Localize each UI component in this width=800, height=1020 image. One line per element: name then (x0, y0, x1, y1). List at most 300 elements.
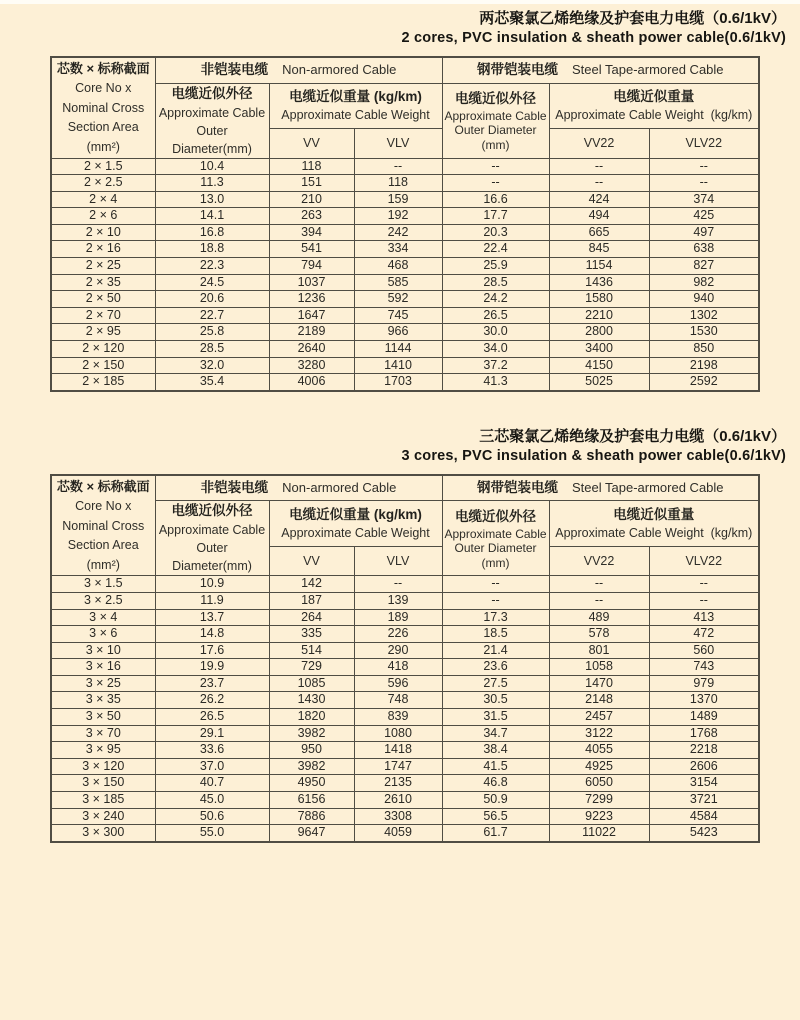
value-cell: 665 (549, 224, 649, 241)
value-cell: 1489 (649, 709, 759, 726)
table-row (51, 258, 759, 275)
col-header-vv22: VV22 (549, 547, 649, 576)
table-row (51, 357, 759, 374)
value-cell: 11022 (549, 825, 649, 842)
value-cell: 4055 (549, 742, 649, 759)
spec-cell: 2 × 16 (51, 241, 155, 258)
value-cell: 3280 (269, 357, 354, 374)
value-cell: 418 (354, 659, 442, 676)
value-cell: -- (354, 158, 442, 175)
armored-group-header (442, 57, 759, 83)
table-row (51, 775, 759, 792)
value-cell: 17.7 (442, 208, 549, 225)
armored-label-en: Steel Tape-armored Cable (572, 480, 724, 496)
value-cell: 22.7 (155, 307, 269, 324)
value-cell: 845 (549, 241, 649, 258)
spec-cell: 3 × 10 (51, 642, 155, 659)
od-header-line: 电缆近似外径 (455, 90, 537, 106)
spec-cell: 2 × 150 (51, 357, 155, 374)
spec-header-line: Section Area (67, 120, 139, 135)
table-row (51, 692, 759, 709)
value-cell: -- (649, 576, 759, 593)
value-cell: 966 (354, 324, 442, 341)
od-header-non-armored (155, 83, 269, 158)
value-cell: 1410 (354, 357, 442, 374)
measure-header-row (51, 501, 759, 547)
value-cell: 2189 (269, 324, 354, 341)
value-cell: 16.8 (155, 224, 269, 241)
spec-cell: 3 × 150 (51, 775, 155, 792)
spec-cell: 2 × 35 (51, 274, 155, 291)
value-cell: 159 (354, 191, 442, 208)
value-cell: 1470 (549, 675, 649, 692)
spec-column-header (51, 475, 155, 576)
value-cell: 374 (649, 191, 759, 208)
value-cell: -- (649, 592, 759, 609)
non-armored-label-en: Non-armored Cable (282, 480, 397, 496)
value-cell: 2592 (649, 374, 759, 391)
armored-group-header (442, 475, 759, 501)
value-cell: 2457 (549, 709, 649, 726)
value-cell: 801 (549, 642, 649, 659)
spec-header-line: 芯数 × 标称截面 (56, 479, 150, 495)
spec-cell: 3 × 300 (51, 825, 155, 842)
value-cell: 1430 (269, 692, 354, 709)
spec-cell: 3 × 50 (51, 709, 155, 726)
section-3core-title-zh: 三芯聚氯乙烯绝缘及护套电力电缆（0.6/1kV） (479, 427, 786, 445)
value-cell: -- (354, 576, 442, 593)
spec-header-line: Nominal Cross (62, 518, 145, 533)
table-body-3core (51, 576, 759, 842)
spec-cell: 3 × 240 (51, 808, 155, 825)
value-cell: 1580 (549, 291, 649, 308)
value-cell: 18.5 (442, 626, 549, 643)
value-cell: 10.9 (155, 576, 269, 593)
value-cell: 3122 (549, 725, 649, 742)
table-row (51, 675, 759, 692)
value-cell: 335 (269, 626, 354, 643)
value-cell: 489 (549, 609, 649, 626)
value-cell: 1647 (269, 307, 354, 324)
value-cell: 839 (354, 709, 442, 726)
value-cell: 23.7 (155, 675, 269, 692)
weight-header-non-armored (269, 83, 442, 129)
value-cell: 25.9 (442, 258, 549, 275)
value-cell: 424 (549, 191, 649, 208)
value-cell: 425 (649, 208, 759, 225)
value-cell: 210 (269, 191, 354, 208)
spec-cell: 3 × 1.5 (51, 576, 155, 593)
table-row (51, 191, 759, 208)
spec-header-line: Nominal Cross (62, 100, 145, 115)
value-cell: 2606 (649, 758, 759, 775)
value-cell: 3721 (649, 792, 759, 809)
table-row (51, 158, 759, 175)
od-header-line: Approximate Cable (444, 526, 547, 541)
non-armored-group-header (155, 57, 442, 83)
value-cell: 979 (649, 675, 759, 692)
value-cell: 189 (354, 609, 442, 626)
od-header-armored (442, 83, 549, 158)
value-cell: 9223 (549, 808, 649, 825)
value-cell: 827 (649, 258, 759, 275)
od-header-line: 电缆近似外径 (171, 503, 253, 519)
value-cell: 16.6 (442, 191, 549, 208)
weight-header-non-armored (269, 501, 442, 547)
value-cell: 290 (354, 642, 442, 659)
value-cell: 30.5 (442, 692, 549, 709)
value-cell: 1302 (649, 307, 759, 324)
value-cell: 14.1 (155, 208, 269, 225)
group-header-row (51, 57, 759, 83)
value-cell: 497 (649, 224, 759, 241)
value-cell: -- (549, 175, 649, 192)
value-cell: 17.6 (155, 642, 269, 659)
section-2core (0, 4, 800, 392)
value-cell: 5423 (649, 825, 759, 842)
value-cell: 7886 (269, 808, 354, 825)
value-cell: 26.2 (155, 692, 269, 709)
value-cell: 34.0 (442, 341, 549, 358)
value-cell: 494 (549, 208, 649, 225)
value-cell: 3982 (269, 758, 354, 775)
spec-cell: 3 × 120 (51, 758, 155, 775)
table-row (51, 808, 759, 825)
value-cell: 2800 (549, 324, 649, 341)
value-cell: 578 (549, 626, 649, 643)
spec-header-line: Core No x (75, 499, 132, 514)
value-cell: 1085 (269, 675, 354, 692)
value-cell: 20.6 (155, 291, 269, 308)
value-cell: 3400 (549, 341, 649, 358)
value-cell: 50.6 (155, 808, 269, 825)
value-cell: 1436 (549, 274, 649, 291)
section-3core-titles (0, 422, 800, 466)
value-cell: -- (649, 175, 759, 192)
od-header-line: Approximate Cable (158, 105, 266, 120)
value-cell: -- (549, 158, 649, 175)
weight-header-line: 电缆近似重量 (613, 507, 695, 523)
spec-cell: 2 × 120 (51, 341, 155, 358)
spec-cell: 2 × 25 (51, 258, 155, 275)
value-cell: 1820 (269, 709, 354, 726)
value-cell: 21.4 (442, 642, 549, 659)
value-cell: 13.7 (155, 609, 269, 626)
spec-cell: 3 × 95 (51, 742, 155, 759)
value-cell: -- (442, 175, 549, 192)
table-body-2core (51, 158, 759, 391)
value-cell: 37.0 (155, 758, 269, 775)
value-cell: 11.9 (155, 592, 269, 609)
od-header-line: 电缆近似外径 (455, 508, 537, 524)
spec-cell: 3 × 35 (51, 692, 155, 709)
value-cell: 794 (269, 258, 354, 275)
value-cell: 11.3 (155, 175, 269, 192)
value-cell: 55.0 (155, 825, 269, 842)
value-cell: -- (549, 576, 649, 593)
value-cell: 1080 (354, 725, 442, 742)
value-cell: 23.6 (442, 659, 549, 676)
value-cell: 5025 (549, 374, 649, 391)
value-cell: 2148 (549, 692, 649, 709)
value-cell: 25.8 (155, 324, 269, 341)
value-cell: 2218 (649, 742, 759, 759)
spec-cell: 2 × 10 (51, 224, 155, 241)
spec-header-line: (mm²) (86, 557, 120, 572)
value-cell: 638 (649, 241, 759, 258)
value-cell: 38.4 (442, 742, 549, 759)
od-header-line: 电缆近似外径 (171, 85, 253, 101)
value-cell: 596 (354, 675, 442, 692)
spec-cell: 2 × 185 (51, 374, 155, 391)
value-cell: 514 (269, 642, 354, 659)
value-cell: 26.5 (442, 307, 549, 324)
table-row (51, 758, 759, 775)
value-cell: 263 (269, 208, 354, 225)
col-header-vlv22: VLV22 (649, 547, 759, 576)
armored-label-zh: 钢带铠装电缆 (477, 62, 559, 78)
value-cell: 118 (269, 158, 354, 175)
value-cell: 264 (269, 609, 354, 626)
value-cell: 29.1 (155, 725, 269, 742)
value-cell: 26.5 (155, 709, 269, 726)
value-cell: 592 (354, 291, 442, 308)
weight-header-line: Approximate Cable Weight (281, 526, 430, 541)
spec-cell: 3 × 6 (51, 626, 155, 643)
value-cell: 226 (354, 626, 442, 643)
spec-cell: 3 × 4 (51, 609, 155, 626)
value-cell: 22.3 (155, 258, 269, 275)
od-header-line: Approximate Cable (158, 523, 266, 538)
od-header-line: Approximate Cable (444, 108, 547, 123)
spec-cell: 2 × 50 (51, 291, 155, 308)
value-cell: 982 (649, 274, 759, 291)
value-cell: 585 (354, 274, 442, 291)
section-3core-title-en: 3 cores, PVC insulation & sheath power cable(0.6/1kV) (401, 447, 786, 464)
value-cell: 14.8 (155, 626, 269, 643)
value-cell: 3154 (649, 775, 759, 792)
value-cell: 35.4 (155, 374, 269, 391)
table-row (51, 175, 759, 192)
value-cell: 394 (269, 224, 354, 241)
weight-header-armored (549, 501, 759, 547)
value-cell: 24.5 (155, 274, 269, 291)
value-cell: 192 (354, 208, 442, 225)
table-row (51, 592, 759, 609)
value-cell: 4925 (549, 758, 649, 775)
measure-header-row (51, 83, 759, 129)
value-cell: 56.5 (442, 808, 549, 825)
value-cell: 46.8 (442, 775, 549, 792)
value-cell: 413 (649, 609, 759, 626)
value-cell: 850 (649, 341, 759, 358)
value-cell: 1236 (269, 291, 354, 308)
value-cell: 61.7 (442, 825, 549, 842)
value-cell: 118 (354, 175, 442, 192)
section-2core-titles (0, 4, 800, 48)
spec-header-line: Section Area (67, 538, 139, 553)
value-cell: 32.0 (155, 357, 269, 374)
cable-table-2core (50, 56, 760, 392)
weight-header-line: 电缆近似重量 (613, 89, 695, 105)
value-cell: 187 (269, 592, 354, 609)
od-header-non-armored (155, 501, 269, 576)
value-cell: 1747 (354, 758, 442, 775)
spec-header-line: 芯数 × 标称截面 (56, 61, 150, 77)
od-header-line: (mm) (481, 137, 510, 152)
value-cell: 940 (649, 291, 759, 308)
value-cell: 4950 (269, 775, 354, 792)
spec-cell: 2 × 95 (51, 324, 155, 341)
value-cell: 7299 (549, 792, 649, 809)
value-cell: 37.2 (442, 357, 549, 374)
col-header-vlv: VLV (354, 547, 442, 576)
col-header-vv22: VV22 (549, 129, 649, 158)
value-cell: 9647 (269, 825, 354, 842)
value-cell: 2135 (354, 775, 442, 792)
value-cell: 472 (649, 626, 759, 643)
table-row (51, 374, 759, 391)
table-row (51, 609, 759, 626)
value-cell: 950 (269, 742, 354, 759)
group-header-row (51, 475, 759, 501)
od-header-line: Outer Diameter(mm) (172, 123, 252, 156)
spec-header-line: (mm²) (86, 139, 120, 154)
value-cell: 28.5 (442, 274, 549, 291)
value-cell: 151 (269, 175, 354, 192)
section-2core-title-en: 2 cores, PVC insulation & sheath power cable(0.6/1kV) (401, 30, 786, 46)
value-cell: 2198 (649, 357, 759, 374)
value-cell: 6156 (269, 792, 354, 809)
table-row (51, 709, 759, 726)
value-cell: 6050 (549, 775, 649, 792)
value-cell: 2210 (549, 307, 649, 324)
od-header-armored (442, 501, 549, 576)
spec-cell: 2 × 1.5 (51, 158, 155, 175)
value-cell: 1768 (649, 725, 759, 742)
weight-header-line: Approximate Cable Weight (281, 108, 430, 123)
weight-header-line: Approximate Cable Weight (kg/km) (555, 108, 753, 123)
value-cell: 40.7 (155, 775, 269, 792)
armored-label-en: Steel Tape-armored Cable (572, 62, 724, 78)
value-cell: 24.2 (442, 291, 549, 308)
value-cell: 34.7 (442, 725, 549, 742)
od-header-line: Outer Diameter (454, 541, 537, 556)
value-cell: 541 (269, 241, 354, 258)
table-row (51, 742, 759, 759)
value-cell: 1530 (649, 324, 759, 341)
value-cell: 41.5 (442, 758, 549, 775)
value-cell: 1703 (354, 374, 442, 391)
spec-cell: 2 × 6 (51, 208, 155, 225)
table-row (51, 659, 759, 676)
table-row (51, 341, 759, 358)
spec-header-line: Core No x (75, 81, 132, 96)
value-cell: 22.4 (442, 241, 549, 258)
value-cell: 33.6 (155, 742, 269, 759)
value-cell: -- (549, 592, 649, 609)
value-cell: 468 (354, 258, 442, 275)
non-armored-label-en: Non-armored Cable (282, 62, 397, 78)
value-cell: 27.5 (442, 675, 549, 692)
spec-cell: 3 × 2.5 (51, 592, 155, 609)
weight-header-line: 电缆近似重量 (kg/km) (289, 89, 422, 105)
cable-table-3core (50, 474, 760, 843)
value-cell: 3308 (354, 808, 442, 825)
value-cell: 1154 (549, 258, 649, 275)
table-row (51, 307, 759, 324)
value-cell: 2610 (354, 792, 442, 809)
value-cell: 4006 (269, 374, 354, 391)
spec-cell: 2 × 70 (51, 307, 155, 324)
value-cell: 20.3 (442, 224, 549, 241)
value-cell: 729 (269, 659, 354, 676)
weight-header-line: Approximate Cable Weight (kg/km) (555, 526, 753, 541)
table-row (51, 626, 759, 643)
value-cell: -- (442, 576, 549, 593)
section-2core-title-zh: 两芯聚氯乙烯绝缘及护套电力电缆（0.6/1kV） (479, 10, 786, 27)
value-cell: 334 (354, 241, 442, 258)
value-cell: 31.5 (442, 709, 549, 726)
col-header-vlv: VLV (354, 129, 442, 158)
spec-cell: 3 × 16 (51, 659, 155, 676)
od-header-line: Outer Diameter (454, 123, 537, 138)
value-cell: 1037 (269, 274, 354, 291)
table-row (51, 241, 759, 258)
value-cell: 10.4 (155, 158, 269, 175)
non-armored-label-zh: 非铠装电缆 (200, 480, 269, 496)
col-header-vv: VV (269, 129, 354, 158)
value-cell: 41.3 (442, 374, 549, 391)
value-cell: 50.9 (442, 792, 549, 809)
value-cell: 2640 (269, 341, 354, 358)
value-cell: 139 (354, 592, 442, 609)
value-cell: 4059 (354, 825, 442, 842)
weight-header-armored (549, 83, 759, 129)
section-3core (0, 422, 800, 843)
od-header-line: Outer Diameter(mm) (172, 541, 252, 574)
spec-cell: 3 × 185 (51, 792, 155, 809)
spec-cell: 2 × 4 (51, 191, 155, 208)
value-cell: 28.5 (155, 341, 269, 358)
value-cell: 560 (649, 642, 759, 659)
value-cell: 13.0 (155, 191, 269, 208)
value-cell: 1144 (354, 341, 442, 358)
value-cell: 30.0 (442, 324, 549, 341)
value-cell: 142 (269, 576, 354, 593)
col-header-vlv22: VLV22 (649, 129, 759, 158)
non-armored-group-header (155, 475, 442, 501)
table-row (51, 825, 759, 842)
value-cell: -- (442, 592, 549, 609)
value-cell: -- (442, 158, 549, 175)
value-cell: 45.0 (155, 792, 269, 809)
armored-label-zh: 钢带铠装电缆 (477, 480, 559, 496)
weight-header-line: 电缆近似重量 (kg/km) (289, 507, 422, 523)
table-row (51, 324, 759, 341)
value-cell: 18.8 (155, 241, 269, 258)
value-cell: 242 (354, 224, 442, 241)
table-row (51, 224, 759, 241)
value-cell: 1370 (649, 692, 759, 709)
col-header-vv: VV (269, 547, 354, 576)
value-cell: 743 (649, 659, 759, 676)
table-row (51, 291, 759, 308)
spec-column-header (51, 57, 155, 158)
value-cell: 748 (354, 692, 442, 709)
value-cell: 1058 (549, 659, 649, 676)
value-cell: 3982 (269, 725, 354, 742)
